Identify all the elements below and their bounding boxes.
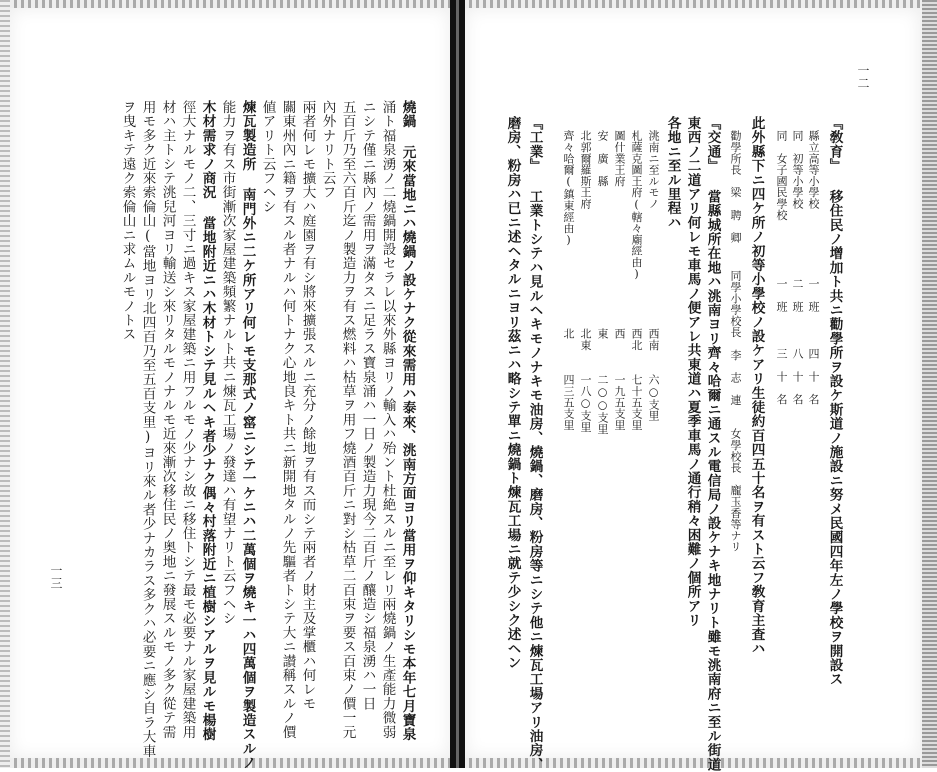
- school-name: 同 初等小學校: [791, 130, 804, 210]
- school-classes: 一 班: [775, 278, 788, 312]
- distance-value: 六○支里: [647, 374, 660, 422]
- school-classes: 一 班: [807, 278, 820, 312]
- distance-direction: 東: [596, 328, 609, 340]
- book-gutter-highlight: [456, 0, 459, 768]
- distance-direction: 北: [562, 328, 575, 340]
- official-entry: 女學校長 龐玉香等ナリ: [729, 428, 742, 553]
- right-column-6: 『工業』 工業トシテハ見ルヘキモノナキモ油房、燒鍋、磨房、粉房等ニシテ他ニ煉瓦工場アリ油房、: [526, 116, 543, 772]
- right-column-4: 東西ノ二道アリ何レモ車馬ノ便アレ共東道ハ夏季車馬ノ通行稍々困難ノ個所アリ: [684, 116, 701, 628]
- body-column-9: 煉瓦製造所 南門外ニ二ケ所アリ何レモ支那式ノ窰ニシテ一ケニハ二萬個ヲ燒キ一ハ四萬個ヲ製造スルノ: [239, 100, 256, 770]
- school-students: 八 十 名: [791, 348, 804, 405]
- school-students: 四 十 名: [807, 348, 820, 405]
- body-column-6: 兩者何レモ擴大ハ庭園ヲ有シ將來擴張スルニ充分ノ餘地ヲ有ス而シテ兩者ノ財主及掌櫃ハ何レモ: [299, 100, 316, 711]
- distance-value: 四三五支里: [562, 374, 575, 431]
- body-column-3: ニシテ僅ニ縣內ノ需用ヲ滿タスニ足ラス寶泉涌ハ一日ノ製造力現今二百斤ノ釀造シ福泉湧ハ一日: [359, 100, 376, 711]
- left-page: [10, 8, 450, 770]
- school-students: 三 十 名: [775, 348, 788, 405]
- distance-direction: 北東: [579, 328, 592, 351]
- body-column-2: 涌ト福泉湧ノ二燒鍋開設セラレ以來外縣ヨリノ輸入ハ殆ント杜絶スルニ至レリ兩燒鍋ノ生產能力微弱: [379, 100, 396, 739]
- body-column-7: 關東州內ニ籍ヲ有スル者ナルハ何トナク心地良キト共ニ新開地タルノ先驅者トシテ大ニ讃稱スルノ價: [279, 100, 296, 739]
- right-column-7: 磨房、粉房ハ已ニ述ヘタルニヨリ茲ニハ略シテ單ニ燒鍋ト煉瓦工場ニ就テ少シク述ヘン: [504, 116, 521, 670]
- distance-place: 安 廣 縣: [596, 130, 609, 187]
- scan-edge-bottom: [0, 758, 937, 768]
- distance-value: 一九五支里: [613, 374, 626, 431]
- body-column-15: ヲ曳キテ遠ク索倫山ニ求ムルモノトス: [119, 100, 136, 342]
- body-column-14: 用モ多ク近來索倫山(當地ヨリ北四百乃至五百支里)ヨリ來ル者少ナカラス多クハ必要ニ應シ自ラ大車: [139, 100, 156, 758]
- school-name: 縣立高等小學校: [807, 130, 820, 210]
- distance-value: 一八○支里: [579, 374, 592, 433]
- body-column-8: 値アリト云フヘシ: [259, 100, 276, 214]
- distance-place: 北郭爾羅斯王府: [579, 130, 592, 210]
- distance-place: 圖什業王府: [613, 130, 626, 187]
- distance-direction: 西北: [630, 328, 643, 351]
- distance-place: 札薩克圖王府(轄々廟經由): [630, 130, 643, 281]
- right-column-5: 各地ニ至ル里程ハ: [664, 116, 681, 230]
- right-page-number: 一二: [856, 64, 870, 90]
- body-column-4: 五百斤乃至六百斤迄ノ製造力ヲ有ス燃料ハ枯草ヲ用フ燒酒百斤ニ對シ枯草二百束ヲ要ス百束ノ價一元: [339, 100, 356, 739]
- right-page: [465, 8, 920, 772]
- distance-value: 二○○支里: [596, 374, 609, 435]
- right-column-3: 『交通』 當縣城所在地ハ洮南ヨリ齊々哈爾ニ通スル電信局ノ設ケナキ地ナリト雖モ洮南府ニ至ル街道: [704, 116, 721, 772]
- scan-edge-right: [922, 0, 937, 768]
- scan-edge-top: [0, 0, 937, 8]
- left-page-number: 一三: [49, 564, 63, 590]
- body-column-11: 木材需求ノ商況 當地附近ニハ木材トシテ見ルヘキ者少ナク偶々村落附近ニ植樹シアルヲ見ルモ楊樹: [199, 100, 216, 742]
- official-entry: 同學小學校長 李 志 連: [729, 270, 742, 406]
- body-column-1: 燒鍋 元來當地ニハ燒鍋ノ設ケナク從來需用ハ泰來、洮南方面ヨリ當用ヲ仰キタリシモ本年七月寶泉: [399, 100, 416, 742]
- scan-edge-left: [0, 0, 10, 768]
- school-name: 同 女子國民學校: [775, 130, 788, 221]
- distance-direction: 西: [613, 328, 626, 340]
- body-column-5: 內外ナリト云フ: [319, 100, 336, 200]
- distance-place: 齊々哈爾(鎮東經由): [562, 130, 575, 247]
- distance-place: 洮南ニ至ルモノ: [647, 130, 660, 210]
- school-classes: 二 班: [791, 278, 804, 312]
- body-column-10: 能力ヲ有ス市街漸次家屋建築頻繁ナルト共ニ煉瓦工場ノ發達ハ有望ナリト云フヘシ: [219, 100, 236, 626]
- official-entry: 勸學所長 梁 聘 卿: [729, 130, 742, 243]
- right-column-2: 此外縣下ニ四ケ所ノ初等小學校ノ設ケアリ生徒約百四五十名ヲ有スト云フ敎育主査ハ: [748, 116, 765, 656]
- distance-value: 七十五支里: [630, 374, 643, 431]
- distance-direction: 西南: [647, 328, 660, 351]
- body-column-12: 徑大ナルモノ二、三寸ニ過キス家屋建築ニ用フルモノ少ナシ故ニ移住トシテ最モ必要ナル家屋建築用: [179, 100, 196, 739]
- right-column-1: 『敎育』 移住民ノ增加ト共ニ勸學所ヲ設ケ斯道ノ施設ニ努メ民國四年左ノ學校ヲ開設ス: [826, 116, 843, 687]
- body-column-13: 材ハ主トシテ洮兒河ヨリ輸送シ來リタルモノナルモ近來漸次移住民ノ奥地ニ發展スルモノ多ク從テ需: [159, 100, 176, 739]
